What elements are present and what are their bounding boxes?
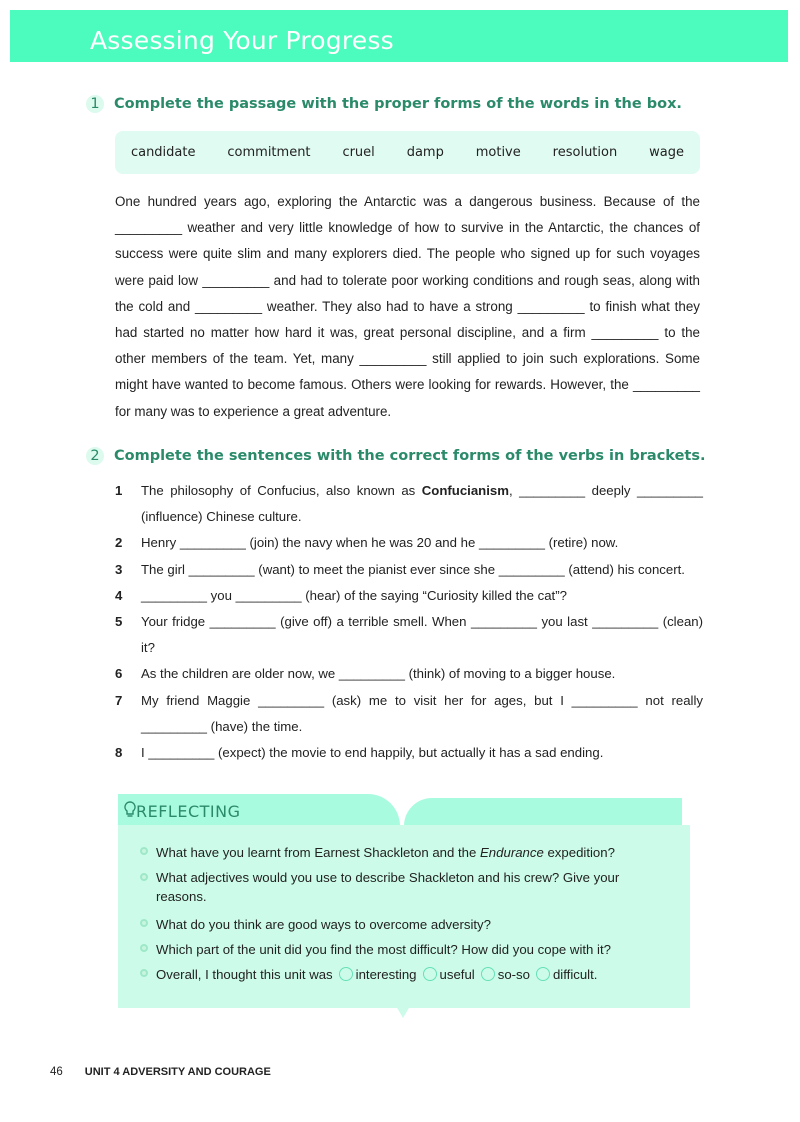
bullet-icon — [140, 873, 148, 881]
item-text: The girl _________ (want) to meet the pianist ever since she _________ (attend) his concert. — [141, 561, 685, 577]
lightbulb-icon — [124, 801, 136, 819]
unit-title: UNIT 4 ADVERSITY AND COURAGE — [84, 1066, 271, 1078]
option-radio-so-so[interactable] — [481, 967, 495, 981]
bold-term: Confucianism — [421, 483, 509, 498]
word: motive — [475, 145, 521, 160]
option-label: difficult. — [552, 967, 598, 982]
sentence-list — [115, 478, 703, 766]
exercise-1-heading — [86, 95, 682, 113]
item-number: 4 — [115, 587, 123, 603]
text: The philosophy of Confucius, also known as — [141, 483, 422, 498]
item-number: 6 — [115, 666, 123, 682]
exercise-instruction: Complete the passage with the proper forms of the words in the box. — [114, 96, 682, 112]
option-radio-interesting[interactable] — [339, 967, 353, 981]
sentence-item — [115, 740, 703, 766]
text: What have you learnt from Earnest Shackleton and the — [156, 845, 481, 860]
word: wage — [649, 145, 684, 160]
sentence-item — [115, 583, 703, 609]
bullet-icon — [140, 969, 148, 977]
reflecting-tab — [404, 798, 682, 826]
word: damp — [406, 145, 444, 160]
exercise-number: 2 — [86, 447, 104, 465]
italic-term: Endurance — [480, 845, 544, 860]
reflect-item — [140, 840, 660, 865]
item-text — [156, 962, 597, 987]
item-number: 5 — [115, 614, 123, 630]
reflect-item — [140, 962, 660, 987]
reflect-item — [140, 937, 660, 962]
bullet-icon — [140, 944, 148, 952]
item-text: My friend Maggie _________ (ask) me to visit her for ages, but I _________ not really _________ (have) the time. — [141, 692, 703, 734]
reflecting-title — [124, 801, 240, 821]
word-box — [115, 131, 700, 174]
item-number: 1 — [115, 483, 123, 498]
sentence-item — [115, 661, 703, 687]
sentence-item — [115, 688, 703, 740]
exercise-instruction: Complete the sentences with the correct forms of the verbs in brackets. — [114, 448, 706, 464]
text: expedition? — [543, 845, 615, 860]
item-text: As the children are older now, we _________ (think) of moving to a bigger house. — [141, 666, 616, 682]
item-text — [141, 478, 703, 530]
page-footer — [50, 1066, 271, 1078]
item-text: What do you think are good ways to overcome adversity? — [156, 917, 491, 932]
word: resolution — [552, 145, 618, 160]
sentence-item — [115, 478, 703, 530]
reflecting-heading: REFLECTING — [136, 802, 241, 821]
page-number: 46 — [50, 1066, 63, 1078]
reflect-item — [140, 912, 660, 937]
sentence-item — [115, 557, 703, 583]
box-notch — [396, 1006, 410, 1018]
option-radio-difficult[interactable] — [536, 967, 550, 981]
text: Overall, I thought this unit was — [156, 967, 333, 982]
text: , _________ deeply _________ (influence) Chinese culture. — [141, 483, 703, 525]
passage-text: One hundred years ago, exploring the Antarctic was a dangerous business. Because of the _________ weather and very little knowledge of how to survive in the Antarctic, the chances of success were quite slim and many explorers died. The people who signed up for such voyages were paid low _________ and had to tolerate poor working conditions and rough seas, along with the cold and _________ weather. They also had to have a strong _________ to finish what they had started no matter how hard it was, great personal discipline, and a firm _________ to the other members of the team. Yet, many _________ still applied to join such explorations. Some might have wanted to become famous. Others were looking for rewards. However, the _________ for many was to experience a great adventure. — [115, 194, 700, 419]
item-text: What adjectives would you use to describe Shackleton and his crew? Give your reasons. — [156, 870, 620, 904]
option-label: so-so — [497, 967, 530, 982]
item-text: Henry _________ (join) the navy when he was 20 and he _________ (retire) now. — [141, 535, 619, 551]
item-number: 2 — [115, 535, 123, 551]
item-text — [156, 840, 615, 865]
sentence-item — [115, 530, 703, 556]
option-label: useful — [439, 967, 475, 982]
sentence-item — [115, 609, 703, 661]
exercise-2-heading — [86, 447, 705, 465]
reflect-item — [140, 865, 660, 906]
item-text: _________ you _________ (hear) of the saying “Curiosity killed the cat”? — [141, 587, 567, 603]
item-text: Which part of the unit did you find the most difficult? How did you cope with it? — [156, 942, 611, 957]
item-number: 7 — [115, 692, 123, 708]
bullet-icon — [140, 919, 148, 927]
word: cruel — [342, 145, 375, 160]
word: candidate — [130, 145, 196, 160]
item-number: 8 — [115, 745, 123, 761]
page-title: Assessing Your Progress — [90, 26, 394, 55]
title-banner — [10, 10, 788, 62]
word: commitment — [227, 145, 311, 160]
option-label: interesting — [355, 967, 417, 982]
item-number: 3 — [115, 561, 123, 577]
item-text: I _________ (expect) the movie to end happily, but actually it has a sad ending. — [141, 745, 604, 761]
item-text: Your fridge _________ (give off) a terrible smell. When _________ you last _________ (clean) it? — [141, 614, 703, 656]
exercise-number: 1 — [86, 95, 104, 113]
option-radio-useful[interactable] — [423, 967, 437, 981]
bullet-icon — [140, 847, 148, 855]
reflecting-questions — [140, 840, 660, 987]
